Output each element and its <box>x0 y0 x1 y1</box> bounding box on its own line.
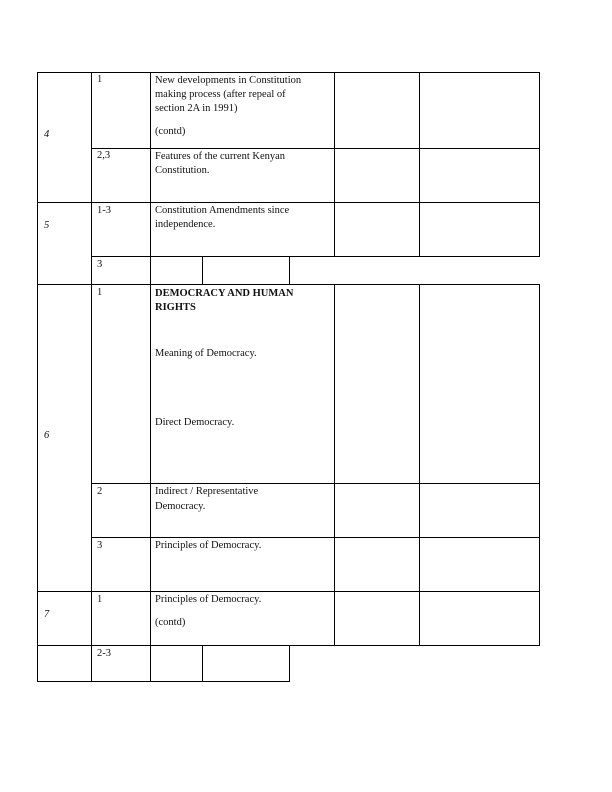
table-rule <box>37 284 38 682</box>
topic-text: New developments in Constitution <box>155 75 302 86</box>
lesson-number: 3 <box>97 259 103 270</box>
week-number: 5 <box>44 220 50 231</box>
lesson-number: 3 <box>97 540 103 551</box>
topic-text: making process (after repeal of <box>155 89 286 100</box>
table-rule <box>150 284 151 682</box>
table-rule <box>150 72 151 285</box>
topic-text: Constitution Amendments since <box>155 205 290 216</box>
table-rule <box>539 284 540 646</box>
table-rule <box>334 72 335 257</box>
lesson-number: 1-3 <box>97 205 111 216</box>
contd-text: (contd) <box>155 126 186 137</box>
table-rule <box>37 72 540 73</box>
table-rule <box>539 72 540 257</box>
table-rule <box>419 284 420 646</box>
table-rule <box>289 256 290 285</box>
table-rule <box>334 284 335 646</box>
lesson-number: 1 <box>97 287 103 298</box>
topic-text: Indirect / Representative <box>155 486 259 497</box>
table-rule <box>37 681 290 682</box>
week-number: 4 <box>44 129 50 140</box>
table-rule <box>37 72 38 285</box>
table-rule <box>91 148 540 149</box>
table-rule <box>37 202 540 203</box>
topic-text: Meaning of Democracy. <box>155 348 257 359</box>
week-number: 6 <box>44 430 50 441</box>
topic-text: Constitution. <box>155 165 210 176</box>
topic-text: Features of the current Kenyan <box>155 151 286 162</box>
table-rule <box>419 72 420 257</box>
table-rule <box>91 256 540 257</box>
lesson-number: 2-3 <box>97 648 111 659</box>
topic-heading: DEMOCRACY AND HUMAN <box>155 288 294 299</box>
topic-text: Principles of Democracy. <box>155 594 262 605</box>
table-rule <box>202 256 203 285</box>
topic-text: Democracy. <box>155 501 206 512</box>
lesson-number: 2,3 <box>97 150 111 161</box>
table-rule <box>37 591 540 592</box>
table-rule <box>202 645 203 682</box>
topic-text: section 2A in 1991) <box>155 103 238 114</box>
week-number: 7 <box>44 609 50 620</box>
topic-heading: RIGHTS <box>155 302 196 313</box>
table-rule <box>91 537 540 538</box>
topic-text: Principles of Democracy. <box>155 540 262 551</box>
table-rule <box>91 483 540 484</box>
topic-text: independence. <box>155 219 216 230</box>
topic-text: Direct Democracy. <box>155 417 235 428</box>
table-rule <box>91 284 92 682</box>
table-rule <box>289 645 290 682</box>
contd-text: (contd) <box>155 617 186 628</box>
lesson-number: 2 <box>97 486 103 497</box>
table-rule <box>91 72 92 285</box>
lesson-number: 1 <box>97 74 103 85</box>
lesson-number: 1 <box>97 594 103 605</box>
